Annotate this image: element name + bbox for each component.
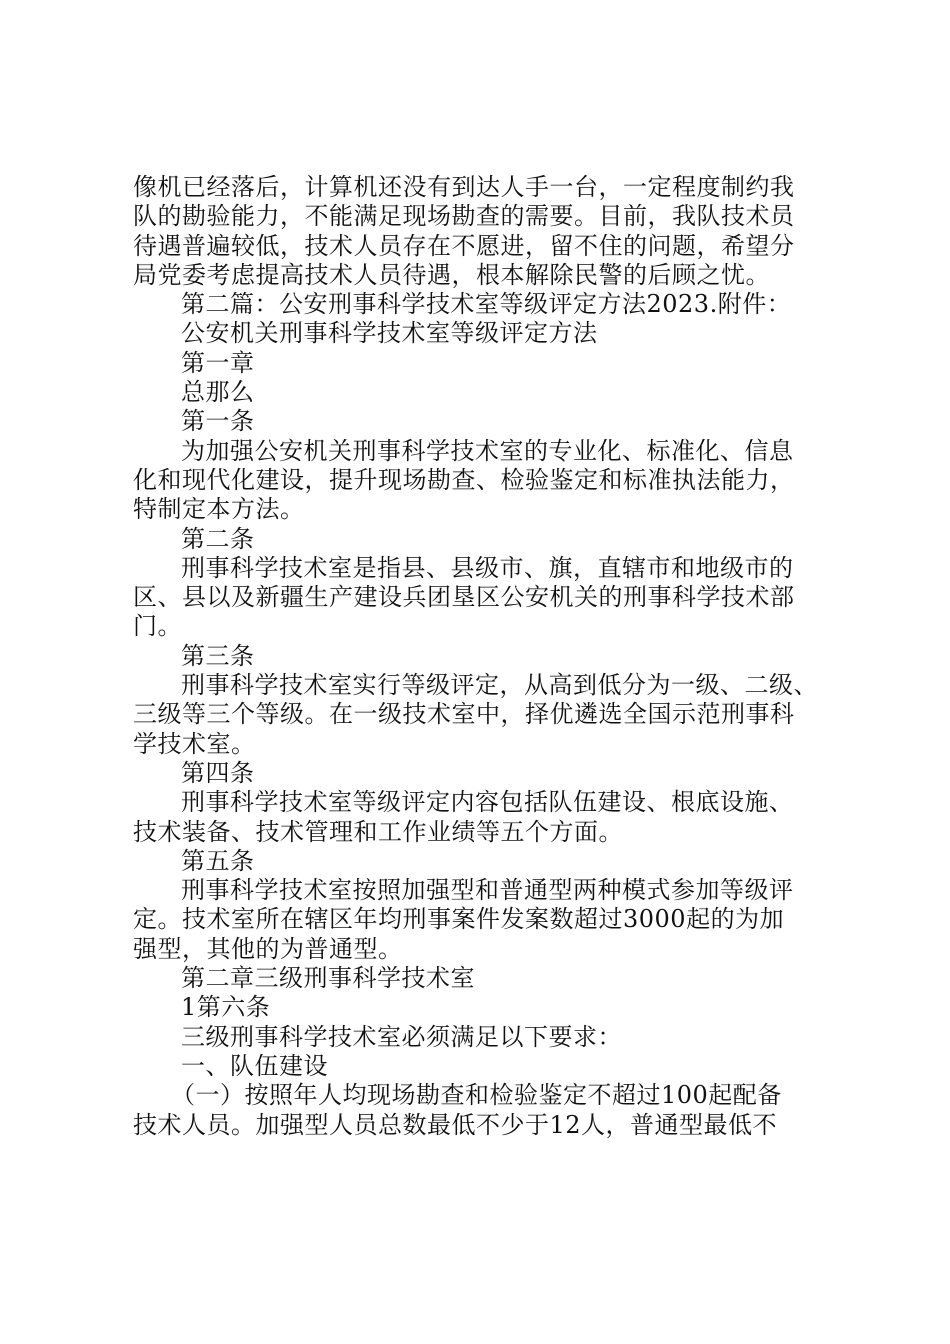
document-body: [133, 173, 833, 1140]
article-heading: 第五条: [181, 846, 255, 875]
article-heading: 第四条: [181, 758, 255, 787]
article-heading: 1第六条: [181, 993, 271, 1022]
text-line: 学技术室。: [133, 729, 256, 758]
section-heading: 第二篇：公安刑事科学技术室等级评定方法2023.附件：: [181, 290, 792, 319]
document-title: 公安机关刑事科学技术室等级评定方法: [181, 319, 598, 348]
text-line: 像机已经落后，计算机还没有到达人手一台，一定程度制约我: [133, 173, 795, 201]
text-line: 技术人员。加强型人员总数最低不少于12人，普通型最低不: [133, 1110, 778, 1139]
chapter-subtitle: 总那么: [181, 378, 255, 407]
text-line: 三级刑事科学技术室必须满足以下要求：: [181, 1022, 622, 1051]
text-line: 技术装备、技术管理和工作业绩等五个方面。: [133, 817, 623, 846]
subsection-heading: 一、队伍建设: [181, 1051, 328, 1080]
text-line: 强型，其他的为普通型。: [133, 934, 403, 963]
text-line: 刑事科学技术室实行等级评定，从高到低分为一级、二级、: [181, 671, 818, 700]
text-line: 门。: [133, 612, 182, 641]
text-line: 区、县以及新疆生产建设兵团垦区公安机关的刑事科学技术部: [133, 583, 795, 612]
text-line: 定。技术室所在辖区年均刑事案件发案数超过3000起的为加: [133, 905, 785, 934]
article-heading: 第二条: [181, 524, 255, 553]
article-heading: 第三条: [181, 641, 255, 670]
text-line: 刑事科学技术室是指县、县级市、旗，直辖市和地级市的: [181, 553, 794, 582]
chapter-heading: 第一章: [181, 348, 255, 377]
chapter-heading: 第二章三级刑事科学技术室: [181, 964, 475, 993]
article-heading: 第一条: [181, 407, 255, 436]
text-line: 刑事科学技术室按照加强型和普通型两种模式参加等级评: [181, 876, 794, 905]
text-line: 化和现代化建设，提升现场勘查、检验鉴定和标准执法能力，: [133, 465, 795, 494]
text-line: 待遇普遍较低，技术人员存在不愿进，留不住的问题，希望分: [133, 231, 795, 260]
text-line: 队的勘验能力，不能满足现场勘查的需要。目前，我队技术员: [133, 202, 795, 231]
text-line: 刑事科学技术室等级评定内容包括队伍建设、根底设施、: [181, 788, 794, 817]
text-line: 为加强公安机关刑事科学技术室的专业化、标准化、信息: [181, 436, 794, 465]
text-line: 特制定本方法。: [133, 495, 305, 524]
text-line: 局党委考虑提高技术人员待遇，根本解除民警的后顾之忧。: [133, 260, 770, 289]
text-line: 三级等三个等级。在一级技术室中，择优遴选全国示范刑事科: [133, 700, 795, 729]
text-line: （一）按照年人均现场勘查和检验鉴定不超过100起配备: [171, 1081, 782, 1110]
